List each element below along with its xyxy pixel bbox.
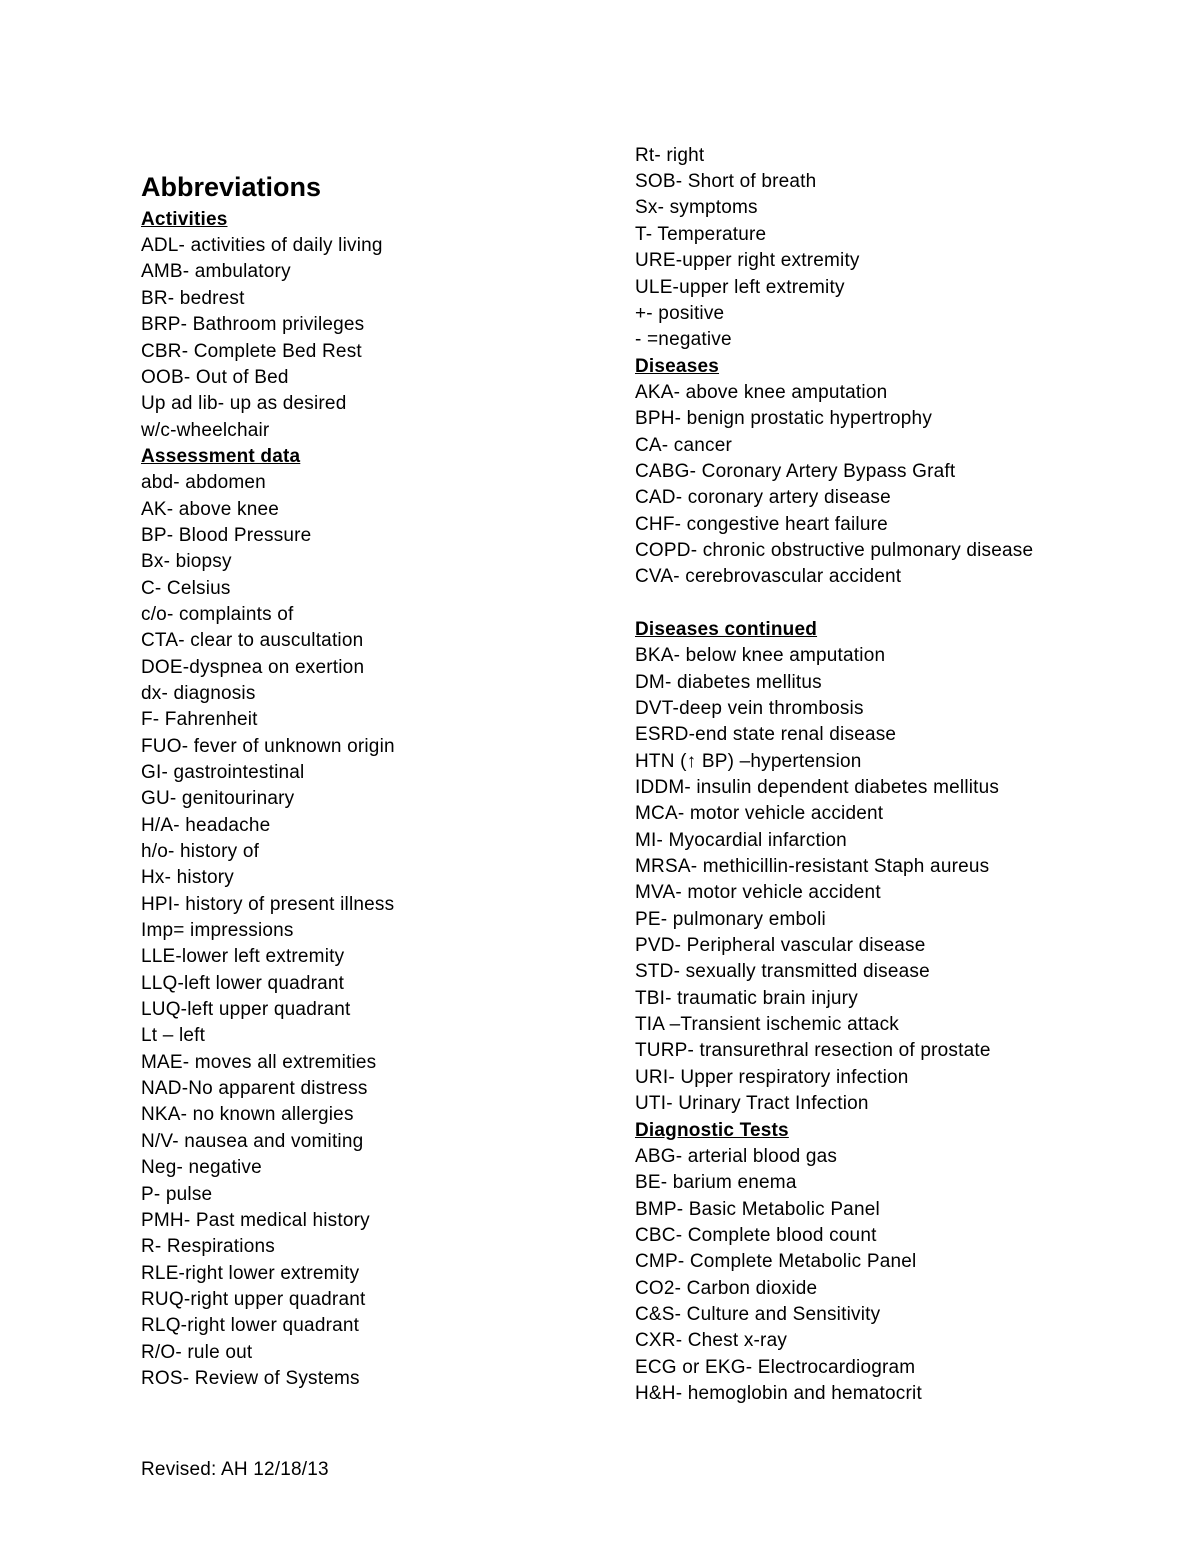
page-title: Abbreviations — [141, 172, 322, 202]
section-heading-diseases-continued: Diseases continued — [635, 618, 818, 640]
abbreviation-entry: C&S- Culture and Sensitivity — [635, 1303, 881, 1325]
section-heading-diagnostic-tests: Diagnostic Tests — [635, 1119, 789, 1141]
abbreviation-entry: dx- diagnosis — [141, 682, 256, 704]
abbreviation-entry: ESRD-end state renal disease — [635, 724, 897, 746]
abbreviation-entry: LLQ-left lower quadrant — [141, 972, 345, 994]
abbreviation-entry: C- Celsius — [141, 577, 231, 599]
abbreviation-entry: abd- abdomen — [141, 472, 266, 494]
abbreviation-entry: BMP- Basic Metabolic Panel — [635, 1198, 880, 1220]
abbreviation-entry: ROS- Review of Systems — [141, 1367, 360, 1389]
abbreviation-entry: P- pulse — [141, 1183, 213, 1205]
abbreviation-entry: H/A- headache — [141, 814, 271, 836]
abbreviation-entry: CMP- Complete Metabolic Panel — [635, 1251, 917, 1273]
abbreviation-entry: LUQ-left upper quadrant — [141, 999, 351, 1021]
abbreviation-entry: RLQ-right lower quadrant — [141, 1315, 360, 1337]
abbreviation-entry: UTI- Urinary Tract Infection — [635, 1093, 869, 1115]
abbreviation-entry: MVA- motor vehicle accident — [635, 882, 881, 904]
abbreviation-entry: GU- genitourinary — [141, 788, 295, 810]
abbreviation-entry: R- Respirations — [141, 1236, 275, 1258]
abbreviation-entry: ADL- activities of daily living — [141, 235, 383, 257]
abbreviation-entry: +- positive — [635, 302, 725, 324]
abbreviation-entry: w/c-wheelchair — [141, 419, 270, 441]
abbreviation-entry: BKA- below knee amputation — [635, 645, 886, 667]
blank-line — [635, 591, 1033, 617]
abbreviation-entry: IDDM- insulin dependent diabetes mellitus — [635, 777, 1000, 799]
abbreviation-entry: URE-upper right extremity — [635, 250, 860, 272]
abbreviation-entry: Imp= impressions — [141, 920, 294, 942]
abbreviation-entry: CO2- Carbon dioxide — [635, 1277, 818, 1299]
abbreviation-entry: BPH- benign prostatic hypertrophy — [635, 408, 933, 430]
abbreviation-entry: CBC- Complete blood count — [635, 1224, 877, 1246]
abbreviation-entry: Sx- symptoms — [635, 197, 758, 219]
abbreviation-entry: RLE-right lower extremity — [141, 1262, 360, 1284]
abbreviation-entry: H&H- hemoglobin and hematocrit — [635, 1382, 922, 1404]
abbreviation-entry: TIA –Transient ischemic attack — [635, 1014, 900, 1036]
abbreviation-entry: F- Fahrenheit — [141, 709, 258, 731]
abbreviation-entry: DOE-dyspnea on exertion — [141, 656, 365, 678]
abbreviation-entry: ECG or EKG- Electrocardiogram — [635, 1356, 916, 1378]
abbreviation-entry: OOB- Out of Bed — [141, 366, 289, 388]
abbreviation-entry: MAE- moves all extremities — [141, 1051, 377, 1073]
abbreviation-entry: c/o- complaints of — [141, 603, 294, 625]
abbreviation-entry: URI- Upper respiratory infection — [635, 1066, 909, 1088]
abbreviation-entry: h/o- history of — [141, 841, 260, 863]
abbreviation-entry: BRP- Bathroom privileges — [141, 314, 365, 336]
abbreviation-entry: RUQ-right upper quadrant — [141, 1288, 366, 1310]
abbreviation-entry: N/V- nausea and vomiting — [141, 1130, 364, 1152]
abbreviation-entry: MRSA- methicillin-resistant Staph aureus — [635, 856, 990, 878]
abbreviation-entry: LLE-lower left extremity — [141, 946, 345, 968]
abbreviation-entry: Neg- negative — [141, 1157, 262, 1179]
abbreviation-entry: BP- Blood Pressure — [141, 524, 312, 546]
left-column — [141, 207, 395, 1392]
abbreviation-entry: PE- pulmonary emboli — [635, 908, 826, 930]
abbreviation-entry: AKA- above knee amputation — [635, 381, 888, 403]
abbreviation-entry: NKA- no known allergies — [141, 1104, 354, 1126]
abbreviation-entry: Up ad lib- up as desired — [141, 393, 347, 415]
revision-footer: Revised: AH 12/18/13 — [141, 1459, 329, 1480]
abbreviation-entry: GI- gastrointestinal — [141, 762, 305, 784]
abbreviation-entry: FUO- fever of unknown origin — [141, 735, 395, 757]
abbreviation-entry: ULE-upper left extremity — [635, 276, 845, 298]
abbreviation-entry: CVA- cerebrovascular accident — [635, 566, 902, 588]
abbreviation-entry: HPI- history of present illness — [141, 893, 395, 915]
abbreviation-entry: AMB- ambulatory — [141, 261, 291, 283]
abbreviation-entry: - =negative — [635, 329, 732, 351]
abbreviation-entry: MCA- motor vehicle accident — [635, 803, 884, 825]
abbreviation-entry: BR- bedrest — [141, 287, 245, 309]
abbreviation-entry: ABG- arterial blood gas — [635, 1145, 838, 1167]
abbreviation-entry: T- Temperature — [635, 223, 767, 245]
abbreviation-entry: PVD- Peripheral vascular disease — [635, 935, 926, 957]
abbreviation-entry: Rt- right — [635, 144, 705, 166]
abbreviation-entry: SOB- Short of breath — [635, 171, 817, 193]
abbreviation-entry: CHF- congestive heart failure — [635, 513, 888, 535]
abbreviation-entry: CBR- Complete Bed Rest — [141, 340, 362, 362]
abbreviation-entry: TBI- traumatic brain injury — [635, 987, 858, 1009]
abbreviation-entry: CABG- Coronary Artery Bypass Graft — [635, 460, 956, 482]
abbreviation-entry: NAD-No apparent distress — [141, 1078, 368, 1100]
abbreviation-entry: AK- above knee — [141, 498, 279, 520]
abbreviation-entry: PMH- Past medical history — [141, 1209, 370, 1231]
section-heading-activities: Activities — [141, 208, 228, 230]
abbreviation-entry: R/O- rule out — [141, 1341, 253, 1363]
abbreviation-entry: HTN (↑ BP) –hypertension — [635, 750, 862, 772]
abbreviation-entry: CA- cancer — [635, 434, 733, 456]
abbreviation-entry: Lt – left — [141, 1025, 206, 1047]
abbreviation-entry: CXR- Chest x-ray — [635, 1330, 788, 1352]
abbreviation-entry: DM- diabetes mellitus — [635, 671, 822, 693]
abbreviation-entry: BE- barium enema — [635, 1172, 797, 1194]
right-column — [635, 143, 1033, 1408]
abbreviation-entry: DVT-deep vein thrombosis — [635, 698, 864, 720]
abbreviation-entry: Bx- biopsy — [141, 551, 232, 573]
section-heading-diseases: Diseases — [635, 355, 720, 377]
abbreviation-entry: COPD- chronic obstructive pulmonary disease — [635, 539, 1034, 561]
abbreviation-entry: MI- Myocardial infarction — [635, 829, 847, 851]
abbreviation-entry: CTA- clear to auscultation — [141, 630, 364, 652]
abbreviation-entry: TURP- transurethral resection of prostate — [635, 1040, 991, 1062]
abbreviation-entry: Hx- history — [141, 867, 234, 889]
section-heading-assessment-data: Assessment data — [141, 445, 301, 467]
abbreviation-entry: CAD- coronary artery disease — [635, 487, 891, 509]
abbreviation-entry: STD- sexually transmitted disease — [635, 961, 930, 983]
